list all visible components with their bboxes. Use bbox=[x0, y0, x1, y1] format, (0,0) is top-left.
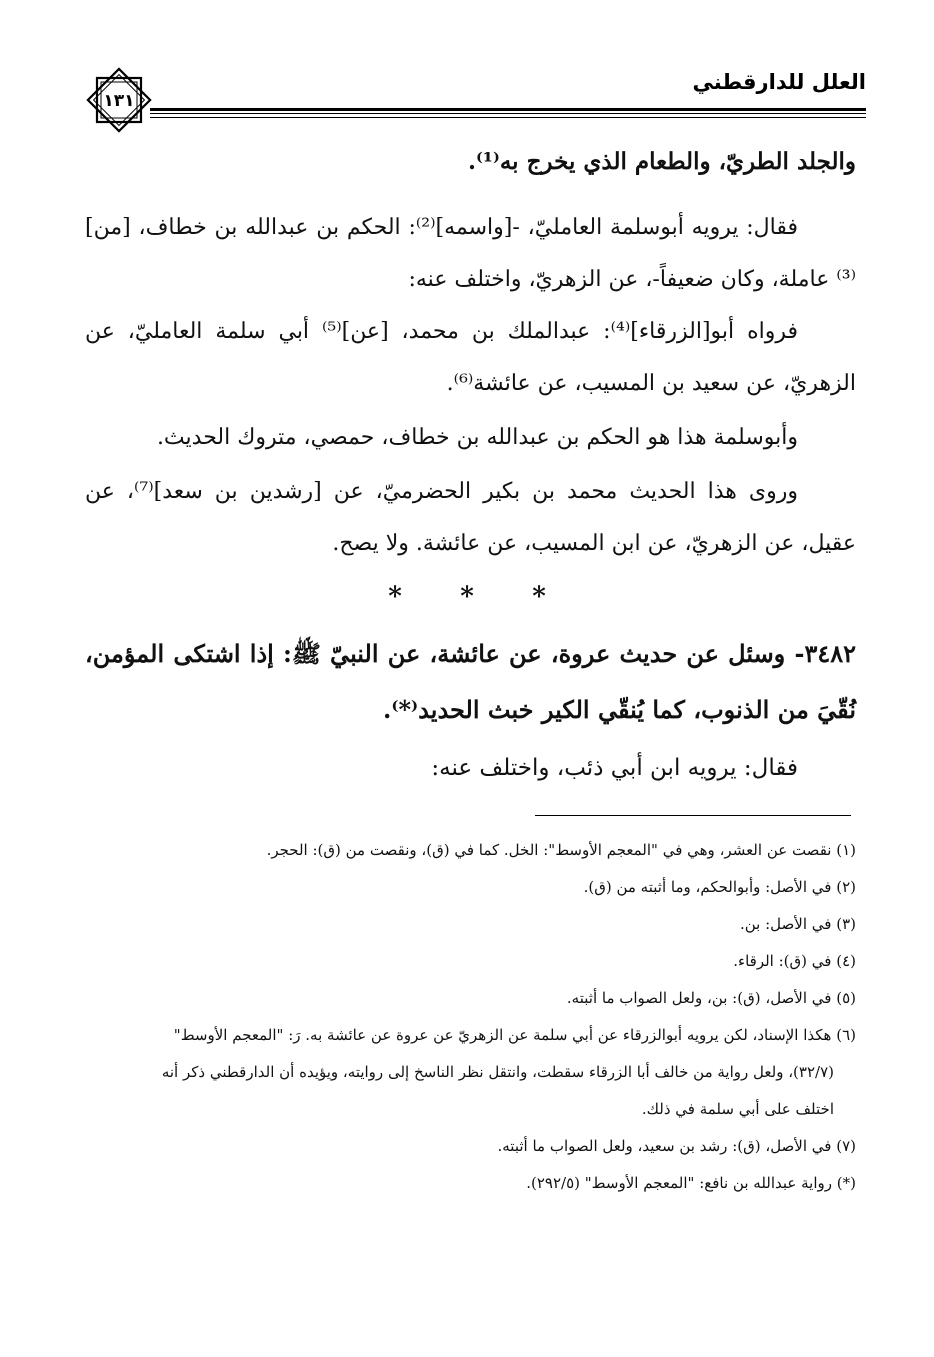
footnote-6-line-1: (٦) هكذا الإسناد، لكن يرويه أبوالزرقاء عن أبي سلمة عن الزهريّ عن عروة عن عائشة به. رَ: "المعجم الأوسط" bbox=[173, 1026, 856, 1044]
footnote-3: (٣) في الأصل: بن. bbox=[740, 915, 856, 933]
header-rule-thin-1 bbox=[150, 113, 866, 114]
footnote-7: (٧) في الأصل، (ق): رشد بن سعيد، ولعل الصواب ما أثبته. bbox=[497, 1137, 856, 1155]
paragraph-answer-1: فقال: يرويه أبوسلمة العامليّ، -[واسمه]⁽²⁾: الحكم بن عبدالله بن خطاف، [من]⁽³⁾ عاملة، وكان ضعيفاً-، عن الزهريّ، واختلف عنه: bbox=[85, 215, 856, 292]
footnote-separator bbox=[535, 815, 851, 816]
footnote-6 bbox=[85, 1017, 856, 1128]
page-number-badge bbox=[84, 65, 154, 135]
separator-star: * bbox=[532, 582, 546, 612]
header-rule-thin-2 bbox=[150, 117, 866, 118]
footnote-6-line-3: اختلف على أبي سلمة في ذلك. bbox=[641, 1100, 834, 1118]
paragraph-answer-2: فقال: يرويه ابن أبي ذئب، واختلف عنه: bbox=[431, 755, 798, 781]
footnote-1: (١) نقصت عن العشر، وهي في "المعجم الأوسط": الخل. كما في (ق)، ونقصت من (ق): الحجر. bbox=[266, 841, 856, 859]
paragraph-alternate-chain: وروى هذا الحديث محمد بن بكير الحضرميّ، عن [رشدين بن سعد]⁽⁷⁾، عن عقيل، عن الزهريّ، عن ابن المسيب، عن عائشة. ولا يصح. bbox=[85, 479, 856, 556]
separator-star: * bbox=[460, 582, 474, 612]
footnotes bbox=[85, 832, 856, 1202]
footnote-5: (٥) في الأصل، (ق): بن، ولعل الصواب ما أثبته. bbox=[566, 989, 856, 1007]
paragraph-continuation: والجلد الطريّ، والطعام الذي يخرج به⁽¹⁾. bbox=[468, 148, 856, 175]
running-header-title: العلل للدارقطني bbox=[692, 70, 866, 94]
section-separator bbox=[0, 582, 934, 612]
paragraph-narrator-note: وأبوسلمة هذا هو الحكم بن عبدالله بن خطاف، حمصي، متروك الحديث. bbox=[156, 425, 798, 450]
page-number: ١٣١ bbox=[103, 91, 135, 111]
footnote-4: (٤) في (ق): الرقاء. bbox=[733, 952, 856, 970]
footnote-star: (*) رواية عبدالله بن نافع: "المعجم الأوسط" (٢٩٢/٥). bbox=[526, 1174, 856, 1192]
separator-star: * bbox=[388, 582, 402, 612]
question-heading-3482: ٣٤٨٢- وسئل عن حديث عروة، عن عائشة، عن النبيّ ﷺ: إذا اشتكى المؤمن، نُقّيَ من الذنوب، كما يُنقّي الكير خبث الحديد⁽*⁾. bbox=[85, 639, 856, 724]
paragraph-narration: فرواه أبو[الزرقاء]⁽⁴⁾: عبدالملك بن محمد، [عن]⁽⁵⁾ أبي سلمة العامليّ، عن الزهريّ، عن سعيد بن المسيب، عن عائشة⁽⁶⁾. bbox=[85, 319, 856, 396]
footnote-6-line-2: (٣٢/٧)، ولعل رواية من خالف أبا الزرقاء سقطت، وانتقل نظر الناسخ إلى روايته، ويؤيده أن الدارقطني ذكر أنه bbox=[161, 1063, 834, 1081]
header-rule-thick bbox=[150, 108, 866, 111]
footnote-2: (٢) في الأصل: وأبوالحكم، وما أثبته من (ق). bbox=[583, 878, 856, 896]
